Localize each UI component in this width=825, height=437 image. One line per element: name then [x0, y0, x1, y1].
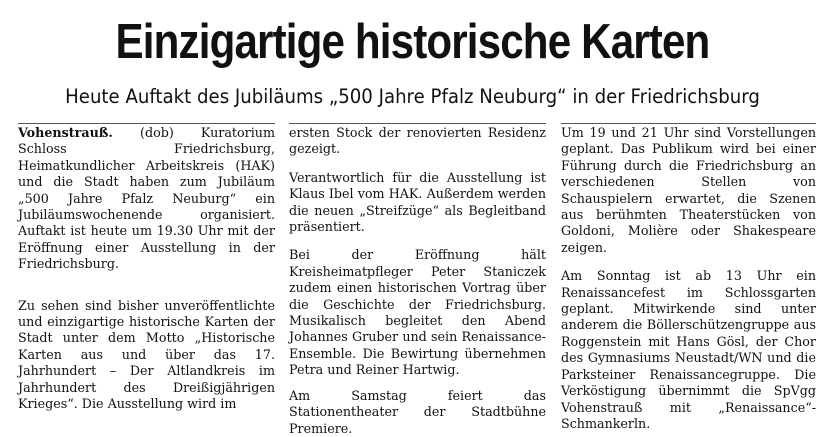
paragraph [18, 125, 275, 273]
subheadline: Heute Auftakt des Jubiläums „500 Jahre Pfalz Neuburg“ in der Friedrichsburg [65, 85, 760, 108]
article-column-1 [18, 125, 275, 420]
column-rule-1 [18, 123, 275, 124]
paragraph: Um 19 und 21 Uhr sind Vorstellungen geplant. Das Publikum wird bei einer Führung durch die Friedrichsburg an verschiedenen Stellen von Schauspielern erwartet, die Szenen aus berühmten Theaterstücken von Goldoni, Molière oder Shakespeare zeigen. [561, 125, 816, 255]
paragraph: Zu sehen sind bisher unveröffentlichte und einzigartige historische Karten der Stadt unter dem Motto „Historische Karten aus und über das 17. Jahrhundert – Der Altlandkreis im Jahrhundert des Dreißigjährigen Krieges“. Die Ausstellung wird im [18, 297, 275, 412]
headline: Einzigartige historische Karten [115, 15, 710, 69]
dateline: Vohenstrauß. [18, 125, 113, 140]
article-column-2 [289, 125, 546, 436]
paragraph: Am Samstag feiert das Stationentheater der Stadtbühne Premiere. [289, 387, 546, 436]
article-column-3 [561, 125, 816, 431]
column-rule-2 [289, 123, 546, 124]
paragraph: Verantwortlich für die Ausstellung ist Klaus Ibel vom HAK. Außerdem werden die neuen „Streifzüge“ als Begleitband präsentiert. [289, 169, 546, 235]
paragraph: Am Sonntag ist ab 13 Uhr ein Renaissancefest im Schlossgarten geplant. Mitwirkende sind unter anderem die Böllerschützengruppe aus Roggenstein mit Hans Gösl, der Chor des Gymnasiums Neustadt/WN und die Parksteiner Renaissancegruppe. Die Verköstigung übernimmt die SpVgg Vohenstrauß mit „Renaissance“-Schmankerln. [561, 268, 816, 431]
paragraph: Bei der Eröffnung hält Kreisheimatpfleger Peter Staniczek zudem einen historischen Vortrag über die Geschichte der Friedrichsburg. Musikalisch begleitet den Abend Johannes Gruber und sein Renaissance-Ensemble. Die Bewirtung übernehmen Petra und Reiner Hartwig. [289, 247, 546, 378]
column-rule-3 [561, 123, 816, 124]
paragraph: ersten Stock der renovierten Residenz gezeigt. [289, 125, 546, 157]
paragraph-text: (dob) Kuratorium Schloss Friedrichsburg, Heimatkundlicher Arbeitskreis (HAK) und die Stadt haben zum Jubiläum „500 Jahre Pfalz Neuburg“ ein Jubiläumswochenende organisiert. Auftakt ist heute um 19.30 Uhr mit der Eröffnung einer Ausstellung in der Friedrichsburg. [18, 125, 275, 272]
